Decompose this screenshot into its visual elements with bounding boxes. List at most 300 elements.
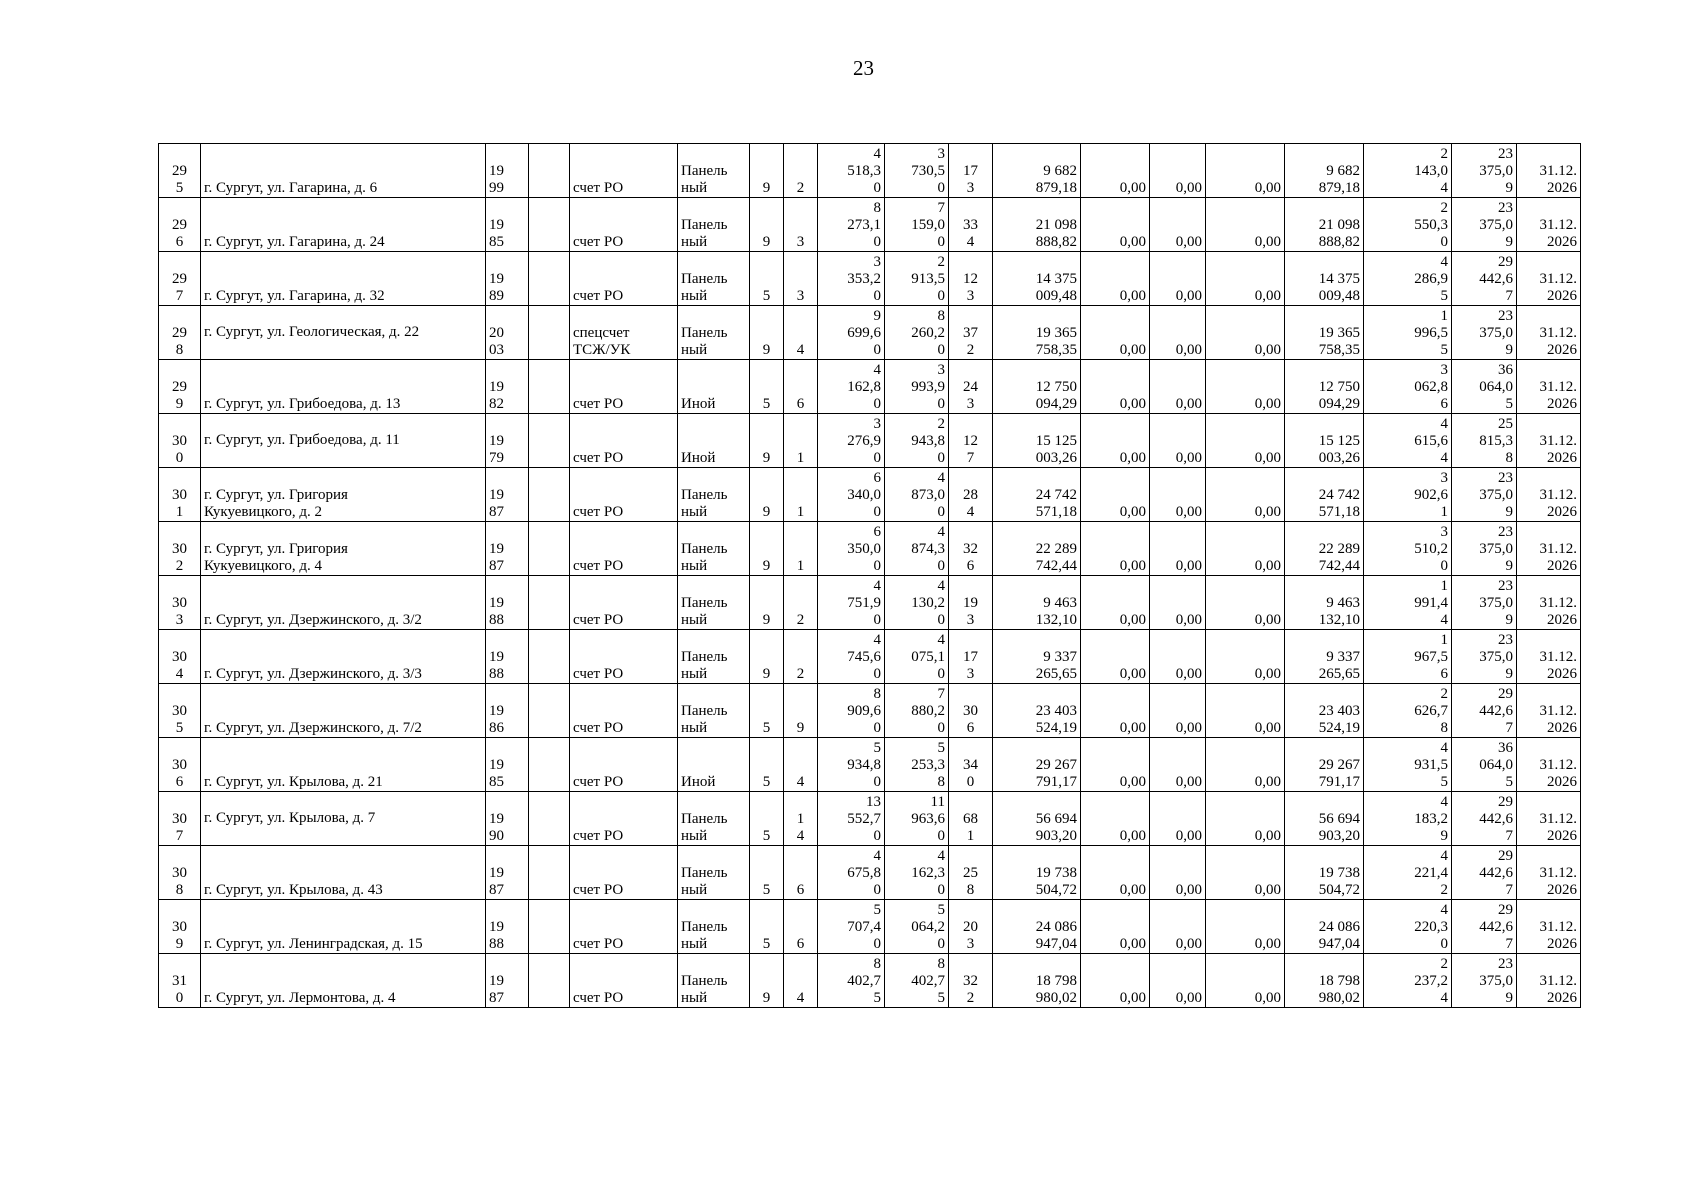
total-cost-cell: 22 289 742,44 <box>993 522 1081 576</box>
living-area-cell: 2 913,5 0 <box>885 252 949 306</box>
account-type-cell: счет РО <box>570 198 678 252</box>
limit-cost-cell: 23 375,0 9 <box>1452 954 1517 1008</box>
empty-cell <box>529 846 570 900</box>
limit-cost-cell: 23 375,0 9 <box>1452 630 1517 684</box>
deadline-cell: 31.12. 2026 <box>1517 792 1581 846</box>
deadline-cell: 31.12. 2026 <box>1517 468 1581 522</box>
table-row <box>159 684 1651 738</box>
owners-cost-cell: 19 365 758,35 <box>1285 306 1364 360</box>
account-type-cell: счет РО <box>570 468 678 522</box>
year-cell: 19 85 <box>486 198 529 252</box>
fund-cell-1: 0,00 <box>1081 468 1150 522</box>
owners-cost-cell: 14 375 009,48 <box>1285 252 1364 306</box>
table-row <box>159 954 1651 1008</box>
deadline-cell: 31.12. 2026 <box>1517 360 1581 414</box>
table-row <box>159 198 1651 252</box>
owners-cost-cell: 9 337 265,65 <box>1285 630 1364 684</box>
row-number-cell: 29 9 <box>159 360 201 414</box>
total-area-cell: 3 276,9 0 <box>818 414 885 468</box>
fund-cell-1: 0,00 <box>1081 360 1150 414</box>
deadline-cell: 31.12. 2026 <box>1517 630 1581 684</box>
living-area-cell: 4 075,1 0 <box>885 630 949 684</box>
fund-cell-2: 0,00 <box>1150 846 1206 900</box>
living-area-cell: 8 402,7 5 <box>885 954 949 1008</box>
fund-cell-1: 0,00 <box>1081 198 1150 252</box>
residents-cell: 30 6 <box>949 684 993 738</box>
residents-cell: 12 3 <box>949 252 993 306</box>
account-type-cell: счет РО <box>570 738 678 792</box>
account-type-cell: спецсчет ТСЖ/УК <box>570 306 678 360</box>
fund-cell-3: 0,00 <box>1206 360 1285 414</box>
empty-cell <box>529 684 570 738</box>
fund-cell-2: 0,00 <box>1150 306 1206 360</box>
living-area-cell: 3 730,5 0 <box>885 144 949 198</box>
limit-cost-cell: 29 442,6 7 <box>1452 846 1517 900</box>
fund-cell-1: 0,00 <box>1081 900 1150 954</box>
entrances-cell: 4 <box>784 306 818 360</box>
residents-cell: 24 3 <box>949 360 993 414</box>
account-type-cell: счет РО <box>570 252 678 306</box>
owners-cost-cell: 21 098 888,82 <box>1285 198 1364 252</box>
fund-cell-3: 0,00 <box>1206 630 1285 684</box>
deadline-cell: 31.12. 2026 <box>1517 684 1581 738</box>
address-cell: г. Сургут, ул. Гагарина, д. 6 <box>201 144 486 198</box>
fund-cell-2: 0,00 <box>1150 522 1206 576</box>
fund-cell-1: 0,00 <box>1081 846 1150 900</box>
living-area-cell: 8 260,2 0 <box>885 306 949 360</box>
table-row <box>159 900 1651 954</box>
cost-per-sqm-cell: 2 550,3 0 <box>1364 198 1452 252</box>
wall-material-cell: Панель ный <box>678 846 750 900</box>
cost-per-sqm-cell: 4 931,5 5 <box>1364 738 1452 792</box>
floors-cell: 5 <box>750 900 784 954</box>
floors-cell: 9 <box>750 954 784 1008</box>
account-type-cell: счет РО <box>570 630 678 684</box>
fund-cell-3: 0,00 <box>1206 522 1285 576</box>
living-area-cell: 4 130,2 0 <box>885 576 949 630</box>
fund-cell-2: 0,00 <box>1150 252 1206 306</box>
residents-cell: 68 1 <box>949 792 993 846</box>
cost-per-sqm-cell: 3 510,2 0 <box>1364 522 1452 576</box>
entrances-cell: 4 <box>784 738 818 792</box>
table-row <box>159 522 1651 576</box>
owners-cost-cell: 23 403 524,19 <box>1285 684 1364 738</box>
total-cost-cell: 9 337 265,65 <box>993 630 1081 684</box>
residents-cell: 17 3 <box>949 144 993 198</box>
year-cell: 19 89 <box>486 252 529 306</box>
account-type-cell: счет РО <box>570 954 678 1008</box>
residents-cell: 20 3 <box>949 900 993 954</box>
table-row <box>159 306 1651 360</box>
limit-cost-cell: 36 064,0 5 <box>1452 738 1517 792</box>
total-cost-cell: 12 750 094,29 <box>993 360 1081 414</box>
wall-material-cell: Панель ный <box>678 630 750 684</box>
wall-material-cell: Панель ный <box>678 576 750 630</box>
living-area-cell: 4 874,3 0 <box>885 522 949 576</box>
owners-cost-cell: 12 750 094,29 <box>1285 360 1364 414</box>
living-area-cell: 5 253,3 8 <box>885 738 949 792</box>
entrances-cell: 3 <box>784 252 818 306</box>
table-row <box>159 252 1651 306</box>
row-number-cell: 30 4 <box>159 630 201 684</box>
year-cell: 19 86 <box>486 684 529 738</box>
limit-cost-cell: 23 375,0 9 <box>1452 468 1517 522</box>
deadline-cell: 31.12. 2026 <box>1517 576 1581 630</box>
owners-cost-cell: 15 125 003,26 <box>1285 414 1364 468</box>
fund-cell-1: 0,00 <box>1081 576 1150 630</box>
row-number-cell: 30 9 <box>159 900 201 954</box>
year-cell: 19 99 <box>486 144 529 198</box>
owners-cost-cell: 22 289 742,44 <box>1285 522 1364 576</box>
total-area-cell: 5 934,8 0 <box>818 738 885 792</box>
year-cell: 19 87 <box>486 954 529 1008</box>
wall-material-cell: Панель ный <box>678 900 750 954</box>
living-area-cell: 2 943,8 0 <box>885 414 949 468</box>
row-number-cell: 30 8 <box>159 846 201 900</box>
entrances-cell: 1 4 <box>784 792 818 846</box>
address-cell: г. Сургут, ул. Грибоедова, д. 11 <box>201 414 486 468</box>
total-area-cell: 3 353,2 0 <box>818 252 885 306</box>
empty-cell <box>529 522 570 576</box>
residents-cell: 17 3 <box>949 630 993 684</box>
cost-per-sqm-cell: 2 237,2 4 <box>1364 954 1452 1008</box>
owners-cost-cell: 9 463 132,10 <box>1285 576 1364 630</box>
entrances-cell: 1 <box>784 522 818 576</box>
living-area-cell: 5 064,2 0 <box>885 900 949 954</box>
residents-cell: 28 4 <box>949 468 993 522</box>
empty-cell <box>529 738 570 792</box>
floors-cell: 9 <box>750 576 784 630</box>
floors-cell: 5 <box>750 360 784 414</box>
total-area-cell: 5 707,4 0 <box>818 900 885 954</box>
total-cost-cell: 21 098 888,82 <box>993 198 1081 252</box>
table-row <box>159 360 1651 414</box>
total-cost-cell: 29 267 791,17 <box>993 738 1081 792</box>
fund-cell-2: 0,00 <box>1150 414 1206 468</box>
fund-cell-1: 0,00 <box>1081 414 1150 468</box>
total-cost-cell: 18 798 980,02 <box>993 954 1081 1008</box>
table-row <box>159 846 1651 900</box>
table-row <box>159 144 1651 198</box>
total-cost-cell: 9 463 132,10 <box>993 576 1081 630</box>
entrances-cell: 2 <box>784 630 818 684</box>
cost-per-sqm-cell: 2 143,0 4 <box>1364 144 1452 198</box>
entrances-cell: 3 <box>784 198 818 252</box>
account-type-cell: счет РО <box>570 576 678 630</box>
residents-cell: 37 2 <box>949 306 993 360</box>
deadline-cell: 31.12. 2026 <box>1517 252 1581 306</box>
residents-cell: 32 2 <box>949 954 993 1008</box>
fund-cell-1: 0,00 <box>1081 144 1150 198</box>
fund-cell-1: 0,00 <box>1081 306 1150 360</box>
total-cost-cell: 14 375 009,48 <box>993 252 1081 306</box>
year-cell: 19 79 <box>486 414 529 468</box>
fund-cell-1: 0,00 <box>1081 738 1150 792</box>
address-cell: г. Сургут, ул. Гагарина, д. 32 <box>201 252 486 306</box>
residents-cell: 33 4 <box>949 198 993 252</box>
entrances-cell: 6 <box>784 900 818 954</box>
wall-material-cell: Панель ный <box>678 684 750 738</box>
row-number-cell: 30 0 <box>159 414 201 468</box>
deadline-cell: 31.12. 2026 <box>1517 144 1581 198</box>
owners-cost-cell: 24 742 571,18 <box>1285 468 1364 522</box>
fund-cell-3: 0,00 <box>1206 468 1285 522</box>
year-cell: 19 87 <box>486 522 529 576</box>
address-cell: г. Сургут, ул. Геологическая, д. 22 <box>201 306 486 360</box>
fund-cell-3: 0,00 <box>1206 414 1285 468</box>
fund-cell-2: 0,00 <box>1150 630 1206 684</box>
year-cell: 19 88 <box>486 900 529 954</box>
cost-per-sqm-cell: 3 062,8 6 <box>1364 360 1452 414</box>
total-cost-cell: 24 086 947,04 <box>993 900 1081 954</box>
owners-cost-cell: 29 267 791,17 <box>1285 738 1364 792</box>
empty-cell <box>529 792 570 846</box>
owners-cost-cell: 24 086 947,04 <box>1285 900 1364 954</box>
entrances-cell: 1 <box>784 414 818 468</box>
empty-cell <box>529 252 570 306</box>
floors-cell: 5 <box>750 792 784 846</box>
account-type-cell: счет РО <box>570 522 678 576</box>
floors-cell: 9 <box>750 306 784 360</box>
fund-cell-1: 0,00 <box>1081 792 1150 846</box>
table-row <box>159 414 1651 468</box>
row-number-cell: 29 5 <box>159 144 201 198</box>
floors-cell: 9 <box>750 468 784 522</box>
fund-cell-3: 0,00 <box>1206 792 1285 846</box>
limit-cost-cell: 29 442,6 7 <box>1452 684 1517 738</box>
address-cell: г. Сургут, ул. Гагарина, д. 24 <box>201 198 486 252</box>
living-area-cell: 7 880,2 0 <box>885 684 949 738</box>
row-number-cell: 31 0 <box>159 954 201 1008</box>
address-cell: г. Сургут, ул. Дзержинского, д. 3/2 <box>201 576 486 630</box>
empty-cell <box>529 360 570 414</box>
table-row <box>159 792 1651 846</box>
empty-cell <box>529 144 570 198</box>
fund-cell-3: 0,00 <box>1206 252 1285 306</box>
floors-cell: 5 <box>750 252 784 306</box>
cost-per-sqm-cell: 4 615,6 4 <box>1364 414 1452 468</box>
fund-cell-2: 0,00 <box>1150 684 1206 738</box>
account-type-cell: счет РО <box>570 900 678 954</box>
total-cost-cell: 23 403 524,19 <box>993 684 1081 738</box>
deadline-cell: 31.12. 2026 <box>1517 900 1581 954</box>
living-area-cell: 4 873,0 0 <box>885 468 949 522</box>
cost-per-sqm-cell: 4 183,2 9 <box>1364 792 1452 846</box>
deadline-cell: 31.12. 2026 <box>1517 738 1581 792</box>
address-cell: г. Сургут, ул. Лермонтова, д. 4 <box>201 954 486 1008</box>
empty-cell <box>529 198 570 252</box>
cost-per-sqm-cell: 1 967,5 6 <box>1364 630 1452 684</box>
entrances-cell: 1 <box>784 468 818 522</box>
residents-cell: 19 3 <box>949 576 993 630</box>
row-number-cell: 29 8 <box>159 306 201 360</box>
entrances-cell: 4 <box>784 954 818 1008</box>
row-number-cell: 30 3 <box>159 576 201 630</box>
total-cost-cell: 24 742 571,18 <box>993 468 1081 522</box>
address-cell: г. Сургут, ул. Крылова, д. 43 <box>201 846 486 900</box>
total-area-cell: 4 675,8 0 <box>818 846 885 900</box>
total-area-cell: 4 162,8 0 <box>818 360 885 414</box>
limit-cost-cell: 29 442,6 7 <box>1452 252 1517 306</box>
total-area-cell: 4 745,6 0 <box>818 630 885 684</box>
table-row <box>159 468 1651 522</box>
living-area-cell: 3 993,9 0 <box>885 360 949 414</box>
limit-cost-cell: 23 375,0 9 <box>1452 522 1517 576</box>
empty-cell <box>529 306 570 360</box>
empty-cell <box>529 630 570 684</box>
fund-cell-1: 0,00 <box>1081 630 1150 684</box>
deadline-cell: 31.12. 2026 <box>1517 198 1581 252</box>
total-area-cell: 4 751,9 0 <box>818 576 885 630</box>
owners-cost-cell: 18 798 980,02 <box>1285 954 1364 1008</box>
address-cell: г. Сургут, ул. Крылова, д. 7 <box>201 792 486 846</box>
fund-cell-1: 0,00 <box>1081 954 1150 1008</box>
wall-material-cell: Иной <box>678 738 750 792</box>
wall-material-cell: Иной <box>678 414 750 468</box>
row-number-cell: 29 7 <box>159 252 201 306</box>
wall-material-cell: Панель ный <box>678 792 750 846</box>
fund-cell-2: 0,00 <box>1150 738 1206 792</box>
living-area-cell: 7 159,0 0 <box>885 198 949 252</box>
fund-cell-3: 0,00 <box>1206 846 1285 900</box>
cost-per-sqm-cell: 4 221,4 2 <box>1364 846 1452 900</box>
wall-material-cell: Панель ный <box>678 252 750 306</box>
empty-cell <box>529 414 570 468</box>
row-number-cell: 30 6 <box>159 738 201 792</box>
wall-material-cell: Панель ный <box>678 306 750 360</box>
floors-cell: 5 <box>750 846 784 900</box>
account-type-cell: счет РО <box>570 792 678 846</box>
cost-per-sqm-cell: 2 626,7 8 <box>1364 684 1452 738</box>
total-cost-cell: 9 682 879,18 <box>993 144 1081 198</box>
wall-material-cell: Панель ный <box>678 468 750 522</box>
table-row <box>159 576 1651 630</box>
fund-cell-3: 0,00 <box>1206 900 1285 954</box>
floors-cell: 9 <box>750 198 784 252</box>
owners-cost-cell: 9 682 879,18 <box>1285 144 1364 198</box>
cost-per-sqm-cell: 1 996,5 5 <box>1364 306 1452 360</box>
row-number-cell: 30 5 <box>159 684 201 738</box>
total-area-cell: 9 699,6 0 <box>818 306 885 360</box>
account-type-cell: счет РО <box>570 144 678 198</box>
housing-register-table <box>158 143 1651 1008</box>
row-number-cell: 30 1 <box>159 468 201 522</box>
total-area-cell: 4 518,3 0 <box>818 144 885 198</box>
empty-cell <box>529 468 570 522</box>
empty-cell <box>529 900 570 954</box>
fund-cell-2: 0,00 <box>1150 198 1206 252</box>
cost-per-sqm-cell: 4 220,3 0 <box>1364 900 1452 954</box>
residents-cell: 12 7 <box>949 414 993 468</box>
total-area-cell: 6 340,0 0 <box>818 468 885 522</box>
limit-cost-cell: 29 442,6 7 <box>1452 792 1517 846</box>
entrances-cell: 2 <box>784 144 818 198</box>
empty-cell <box>529 576 570 630</box>
fund-cell-3: 0,00 <box>1206 684 1285 738</box>
living-area-cell: 11 963,6 0 <box>885 792 949 846</box>
total-area-cell: 8 402,7 5 <box>818 954 885 1008</box>
year-cell: 19 90 <box>486 792 529 846</box>
entrances-cell: 2 <box>784 576 818 630</box>
fund-cell-3: 0,00 <box>1206 198 1285 252</box>
table-row <box>159 738 1651 792</box>
account-type-cell: счет РО <box>570 360 678 414</box>
fund-cell-3: 0,00 <box>1206 306 1285 360</box>
account-type-cell: счет РО <box>570 414 678 468</box>
fund-cell-2: 0,00 <box>1150 900 1206 954</box>
wall-material-cell: Панель ный <box>678 954 750 1008</box>
floors-cell: 5 <box>750 684 784 738</box>
year-cell: 20 03 <box>486 306 529 360</box>
fund-cell-3: 0,00 <box>1206 144 1285 198</box>
floors-cell: 9 <box>750 630 784 684</box>
address-cell: г. Сургут, ул. Крылова, д. 21 <box>201 738 486 792</box>
account-type-cell: счет РО <box>570 684 678 738</box>
deadline-cell: 31.12. 2026 <box>1517 522 1581 576</box>
row-number-cell: 30 7 <box>159 792 201 846</box>
wall-material-cell: Панель ный <box>678 522 750 576</box>
page-number: 23 <box>853 56 874 80</box>
fund-cell-3: 0,00 <box>1206 738 1285 792</box>
deadline-cell: 31.12. 2026 <box>1517 846 1581 900</box>
wall-material-cell: Панель ный <box>678 198 750 252</box>
total-cost-cell: 19 738 504,72 <box>993 846 1081 900</box>
total-cost-cell: 56 694 903,20 <box>993 792 1081 846</box>
limit-cost-cell: 23 375,0 9 <box>1452 144 1517 198</box>
total-cost-cell: 19 365 758,35 <box>993 306 1081 360</box>
deadline-cell: 31.12. 2026 <box>1517 306 1581 360</box>
floors-cell: 9 <box>750 522 784 576</box>
address-cell: г. Сургут, ул. Григория Кукуевицкого, д. 4 <box>201 522 486 576</box>
year-cell: 19 82 <box>486 360 529 414</box>
total-cost-cell: 15 125 003,26 <box>993 414 1081 468</box>
fund-cell-2: 0,00 <box>1150 360 1206 414</box>
row-number-cell: 29 6 <box>159 198 201 252</box>
floors-cell: 9 <box>750 414 784 468</box>
address-cell: г. Сургут, ул. Дзержинского, д. 7/2 <box>201 684 486 738</box>
living-area-cell: 4 162,3 0 <box>885 846 949 900</box>
address-cell: г. Сургут, ул. Григория Кукуевицкого, д. 2 <box>201 468 486 522</box>
deadline-cell: 31.12. 2026 <box>1517 414 1581 468</box>
year-cell: 19 85 <box>486 738 529 792</box>
year-cell: 19 87 <box>486 468 529 522</box>
address-cell: г. Сургут, ул. Грибоедова, д. 13 <box>201 360 486 414</box>
table-body <box>159 144 1651 1008</box>
residents-cell: 25 8 <box>949 846 993 900</box>
year-cell: 19 88 <box>486 630 529 684</box>
entrances-cell: 6 <box>784 846 818 900</box>
owners-cost-cell: 19 738 504,72 <box>1285 846 1364 900</box>
limit-cost-cell: 23 375,0 9 <box>1452 576 1517 630</box>
entrances-cell: 9 <box>784 684 818 738</box>
fund-cell-2: 0,00 <box>1150 144 1206 198</box>
residents-cell: 32 6 <box>949 522 993 576</box>
fund-cell-1: 0,00 <box>1081 684 1150 738</box>
fund-cell-3: 0,00 <box>1206 576 1285 630</box>
deadline-cell: 31.12. 2026 <box>1517 954 1581 1008</box>
owners-cost-cell: 56 694 903,20 <box>1285 792 1364 846</box>
cost-per-sqm-cell: 4 286,9 5 <box>1364 252 1452 306</box>
limit-cost-cell: 25 815,3 8 <box>1452 414 1517 468</box>
address-cell: г. Сургут, ул. Дзержинского, д. 3/3 <box>201 630 486 684</box>
fund-cell-1: 0,00 <box>1081 522 1150 576</box>
floors-cell: 9 <box>750 144 784 198</box>
cost-per-sqm-cell: 3 902,6 1 <box>1364 468 1452 522</box>
fund-cell-2: 0,00 <box>1150 576 1206 630</box>
table-row <box>159 630 1651 684</box>
total-area-cell: 13 552,7 0 <box>818 792 885 846</box>
cost-per-sqm-cell: 1 991,4 4 <box>1364 576 1452 630</box>
